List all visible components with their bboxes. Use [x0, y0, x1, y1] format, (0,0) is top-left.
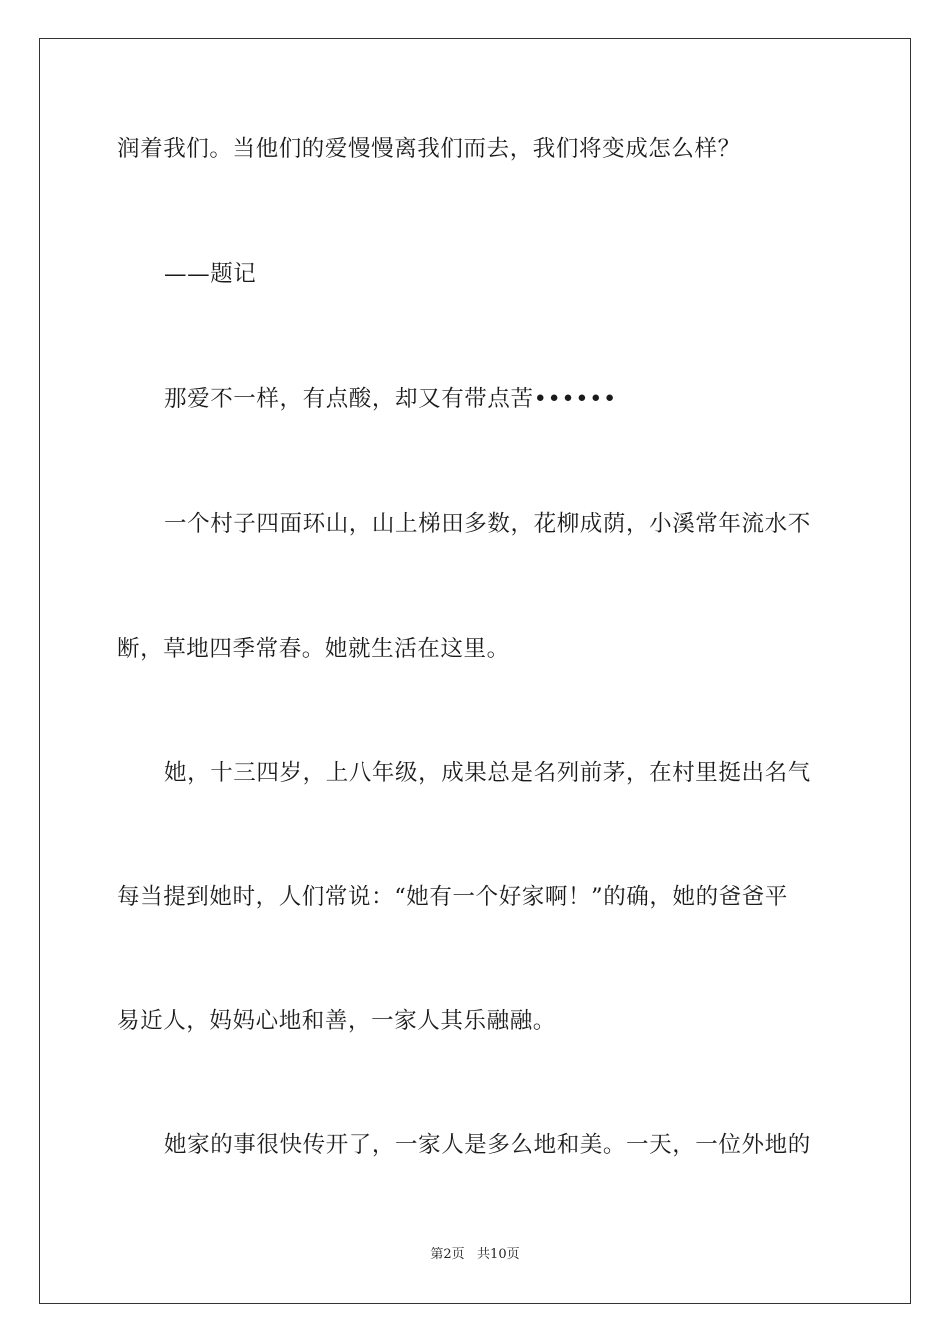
text-line-5: 断，草地四季常春。她就生活在这里。: [117, 636, 510, 662]
epigraph-attribution: ——题记: [164, 261, 257, 287]
text-line-9: 她家的事很快传开了，一家人是多么地和美。一天，一位外地的: [164, 1132, 811, 1158]
text-line-8: 易近人，妈妈心地和善，一家人其乐融融。: [117, 1008, 556, 1034]
page-number-footer: 第2页 共10页: [430, 1247, 520, 1262]
text-line-3: 那爱不一样，有点酸，却又有带点苦••••••: [164, 386, 617, 412]
text-line-7: 每当提到她时，人们常说：“她有一个好家啊！”的确，她的爸爸平: [117, 884, 789, 910]
page-border: [39, 38, 911, 1304]
text-line-4: 一个村子四面环山，山上梯田多数，花柳成荫，小溪常年流水不: [164, 511, 811, 537]
text-line-6: 她，十三四岁，上八年级，成果总是名列前茅，在村里挺出名气: [164, 760, 811, 786]
text-line-1: 润着我们。当他们的爱慢慢离我们而去，我们将变成怎么样？: [117, 136, 741, 162]
